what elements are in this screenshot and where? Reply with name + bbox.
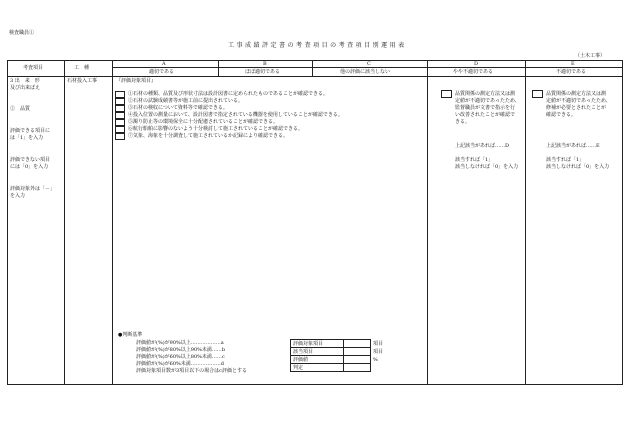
eval-checkbox-7[interactable]: [115, 133, 125, 140]
summary-unit: 項目: [373, 349, 384, 355]
summary-unit: %: [373, 356, 378, 363]
eval-checkbox-4[interactable]: [115, 112, 125, 119]
judgement-line-5: 評価対象項目数が3項目以下の場合はc評価とする: [136, 368, 247, 374]
summary-table: [290, 339, 392, 372]
eval-item-2: ②石材の試験成績書等が施工前に提出されている。: [128, 98, 244, 104]
eval-checkbox-1[interactable]: [115, 91, 125, 98]
note-evaluable-line1: 評価できる項目に: [10, 128, 51, 134]
header-letter-e: E: [571, 61, 575, 67]
summary-value-field[interactable]: [344, 356, 371, 364]
col-d-if-yes: 該当すれば「1」: [455, 157, 494, 163]
header-desc-e: 不適切である: [556, 69, 587, 75]
judgement-line-4: 評価値が(%)が60%未満………………d: [136, 361, 224, 367]
header-letter-d: D: [474, 61, 479, 67]
eval-header: 『評価対象項目』: [116, 78, 157, 84]
judgement-line-1: 評価値が(%)が90%以上………………a: [136, 340, 224, 346]
col-e-applicable: 上記該当があれば……E: [546, 143, 600, 149]
judgement-line-3: 評価値が(%)が60%以上80%未満……c: [136, 354, 225, 360]
summary-row: [291, 340, 392, 348]
header-kousa-koumoku: 考査項目: [23, 65, 44, 71]
eval-checkbox-2[interactable]: [115, 98, 125, 105]
col-e-if-yes: 該当すれば「1」: [546, 157, 585, 163]
summary-value-field[interactable]: [344, 348, 371, 356]
col-d-line-5: きる。: [455, 119, 471, 125]
header-desc-d: やや不適切である: [453, 69, 494, 75]
header-divider-line: [112, 67, 623, 68]
eval-item-1: ①石材の種類、品質及び形状寸法は設計図書に定められたものであることが確認できる。: [128, 91, 329, 97]
col-e-if-no: 該当しなければ「0」を入力: [546, 164, 610, 170]
eval-checkbox-6[interactable]: [115, 126, 125, 133]
header-letter-a: A: [162, 61, 166, 67]
col-e-line-1: 品質関係の測定方法又は測: [546, 91, 607, 97]
note-not-evaluable-line1: 評価できない項目: [10, 157, 51, 163]
header-letter-c: C: [367, 61, 371, 67]
col-e-checkbox[interactable]: [532, 90, 543, 98]
eval-item-4: ④投入位置の測量において、設計図書で指定されている機器を使用していることが確認できる。: [128, 112, 343, 118]
note-excluded-line1: 評価対象外は「－」: [10, 186, 56, 192]
eval-item-7: ⑦気象、海象を十分調査して施工されているか記録により確認できる。: [128, 133, 289, 139]
table-top-border: [7, 60, 623, 61]
col-d-line-1: 品質関係の測定方法又は測: [455, 91, 516, 97]
judgement-line-2: 評価値が(%)が80%以上90%未満……b: [136, 347, 226, 353]
column-divider-c: [312, 60, 313, 77]
header-letter-b: B: [263, 61, 267, 67]
koushu-value: 石材投入工事: [67, 78, 98, 84]
summary-label: 判定: [291, 364, 344, 372]
eval-checkbox-5[interactable]: [115, 119, 125, 126]
eval-checkbox-3[interactable]: [115, 105, 125, 112]
header-desc-c: 他の評価に該当しない: [340, 69, 391, 75]
header-bottom-border: [7, 76, 623, 77]
summary-unit: 項目: [373, 341, 384, 347]
item-title-line2: 及び出来ばえ: [10, 85, 41, 91]
col-e-line-4: 確認できる。: [546, 112, 577, 118]
judgement-title: ●判断基準: [118, 332, 143, 338]
note-evaluable-line2: は「1」を入力: [10, 135, 44, 141]
document-title: 工 事 成 績 評 定 書 の 考 査 項 目 の 考 査 項 目 別 運 用 表: [228, 42, 405, 49]
eval-item-6: ⑥航行船舶に影響のないよう十分検討して施工されていることが確認できる。: [128, 126, 304, 132]
column-divider-b: [218, 60, 219, 77]
col-d-line-2: 定値が不適切であったため、: [455, 98, 520, 104]
col-d-applicable: 上記該当があれば……D: [455, 143, 510, 149]
header-desc-a: 適切である: [149, 69, 175, 75]
summary-label: 評価対象項目: [291, 340, 344, 348]
col-d-line-3: 監督職員が文書で指示を行: [455, 105, 516, 111]
column-divider-d: [427, 60, 428, 385]
summary-label: 該当項目: [291, 348, 344, 356]
summary-label: 評価値: [291, 356, 344, 364]
note-not-evaluable-line2: には「0」を入力: [10, 164, 49, 170]
document-category: （土木工事）: [575, 53, 606, 59]
summary-row: [291, 364, 392, 372]
note-excluded-line2: を入力: [10, 193, 26, 199]
summary-value-field[interactable]: [344, 364, 371, 372]
table-right-border: [622, 60, 623, 385]
summary-unit: [371, 364, 392, 372]
eval-item-5: ⑤濁り防止等の環境保全に十分配慮されていることが確認できる。: [128, 119, 279, 125]
item-title-line1: 3 出 来 形: [10, 78, 40, 84]
header-koushu: 工 種: [74, 65, 90, 71]
col-e-line-3: 修補が必要とされたことが: [546, 105, 607, 111]
summary-row: [291, 348, 392, 356]
table-bottom-border: [7, 384, 623, 385]
col-d-line-4: い改善されたことが確認で: [455, 112, 516, 118]
col-d-checkbox[interactable]: [441, 90, 452, 98]
header-desc-b: ほぼ適切である: [245, 69, 281, 75]
column-divider-e: [525, 60, 526, 385]
column-divider-2: [112, 60, 113, 385]
col-d-if-no: 該当しなければ「0」を入力: [455, 164, 519, 170]
sub-item-quality: ② 品質: [10, 106, 31, 112]
column-divider-1: [64, 60, 65, 385]
table-left-border: [7, 60, 8, 385]
eval-item-3: ③石材の検収について資料等で確認できる。: [128, 105, 228, 111]
summary-row: [291, 356, 392, 364]
inspector-label: 検査職員①: [9, 30, 35, 36]
col-e-line-2: 定値が不適切であったため、: [546, 98, 611, 104]
summary-value-field[interactable]: [344, 340, 371, 348]
